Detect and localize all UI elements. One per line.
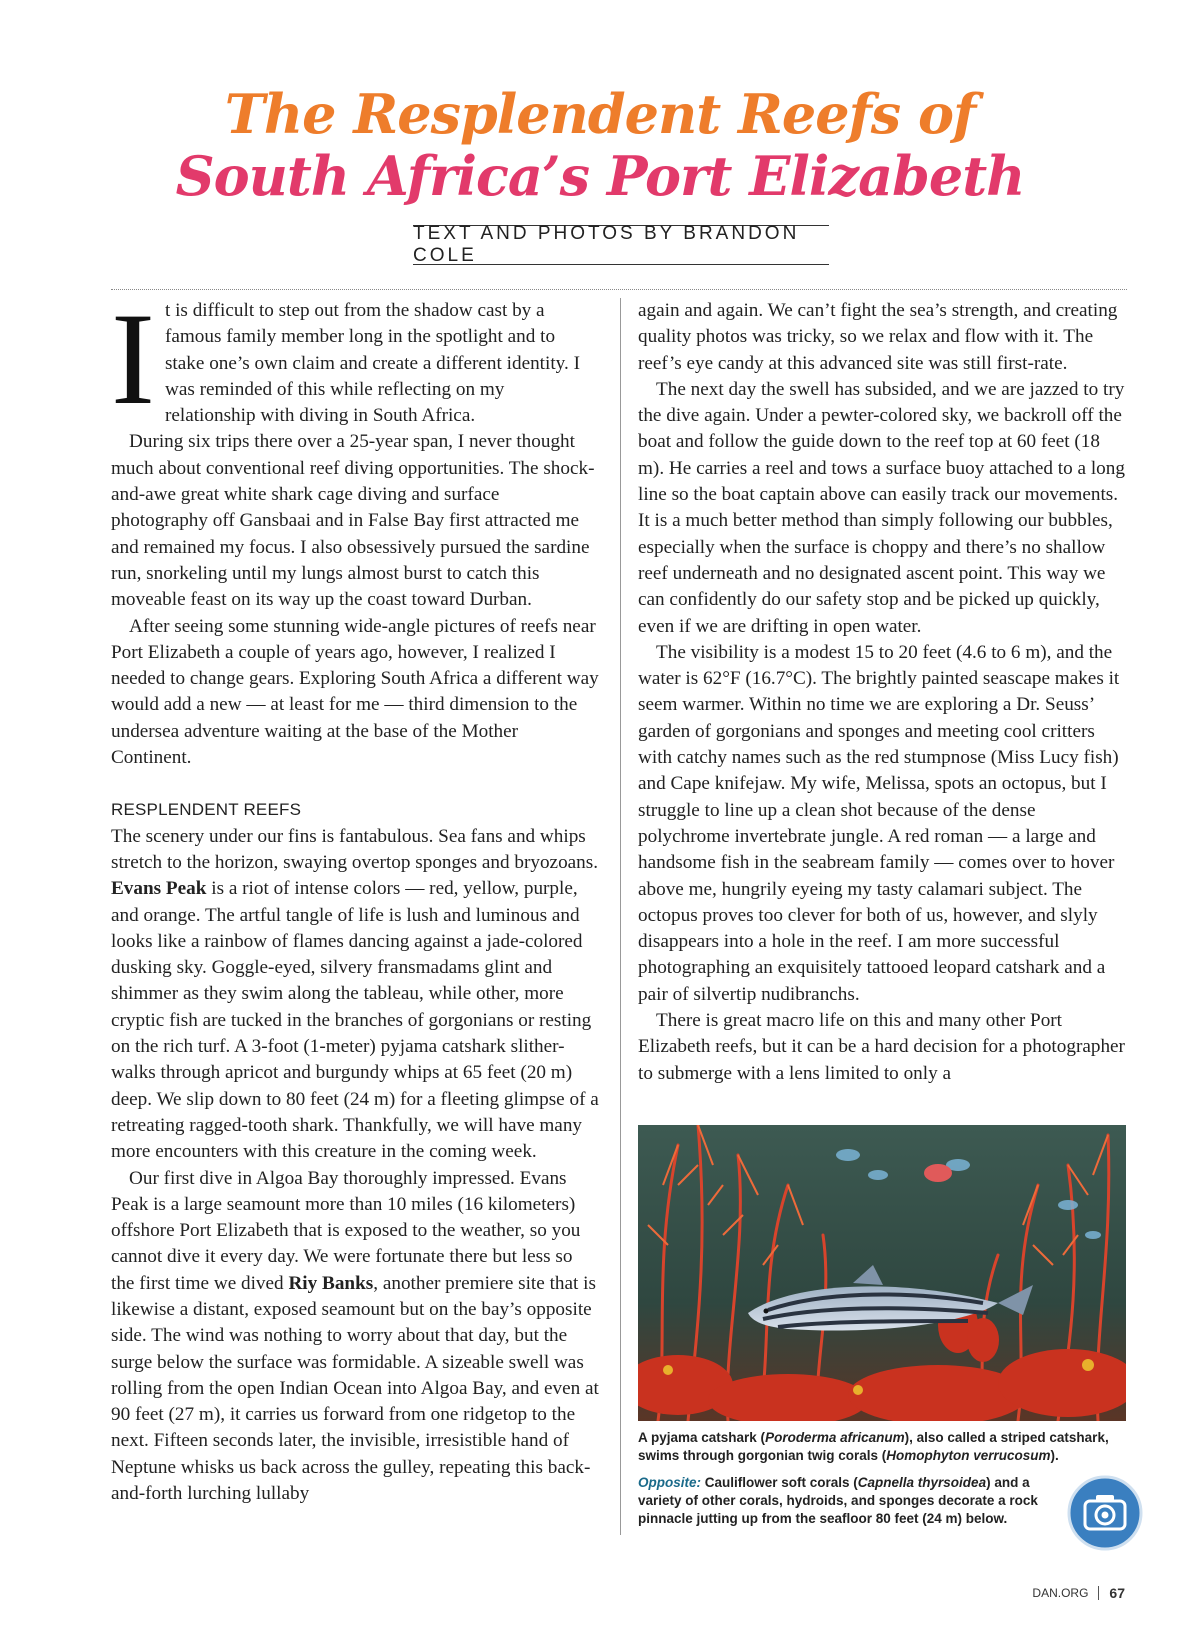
paragraph-5-text-b: , another premiere site that is likewise a distant, exposed seamount but on the bay’s opposite side. The wind was nothing to worry about that day, but the surge below the surface was formidable. A sizeable swell was rolling from the open Indian Ocean into Algoa Bay, and even at 90 feet (27 m), it carries us forward from one ridgetop to the next. Fifteen seconds later, the invisible, irresistible hand of Neptune whisks us back across the gulley, repeating this back-and-forth lurching lullaby: [111, 1272, 599, 1505]
paragraph-1-text: t is difficult to step out from the shadow cast by a famous family member long in the spotlight and to stake one’s own claim and create a different identity. I was reminded of this while reflecting on my relationship with diving in South Africa.: [164, 300, 580, 427]
paragraph-4: [111, 824, 599, 1166]
opposite-caption-text-a: Cauliflower soft corals (: [701, 1475, 858, 1490]
title-line-2: South Africa’s Port Elizabeth: [175, 144, 1025, 208]
paragraph-2: During six trips there over a 25-year span, I never thought much about conventional reef diving opportunities. The shock-and-awe great white shark cage diving and surface photography off Gansbaai and in False Bay first attracted me and remained my focus. I also obsessively pursued the sardine run, snorkeling until my lungs almost burst to catch this moveable feast on its way up the coast toward Durban.: [111, 431, 595, 611]
caption-species-1: Poroderma africanum: [765, 1430, 905, 1445]
caption-text-c: ).: [1050, 1448, 1059, 1463]
site-name-riy-banks: Riy Banks: [288, 1272, 374, 1294]
caption-text-b: ), also called a striped catshark, swims through gorgonian twig corals (: [638, 1430, 1109, 1463]
caption-text-a: A pyjama catshark (: [638, 1430, 766, 1445]
opposite-caption-text-b: ) and a variety of other corals, hydroids, and sponges decorate a rock pinnacle jutting up from the seafloor 80 feet (24 m) below.: [638, 1475, 1038, 1526]
paragraph-6: again and again. We can’t fight the sea’s strength, and creating quality photos was tricky, so we relax and flow with it. The reef’s eye candy at this advanced site was still first-rate.: [638, 300, 1118, 374]
paragraph-7: The next day the swell has subsided, and we are jazzed to try the dive again. Under a pewter-colored sky, we backroll off the boat and follow the guide down to the reef top at 60 feet (18 m). He carries a reel and tows a surface buoy attached to a long line so the boat captain above can easily track our movements. It is a much better method than simply following our bubbles, especially when the surface is choppy and there’s no shallow reef underneath and no designated ascent point. This way we can confidently do our safety stop and be picked up quickly, even if we are drifting in open water.: [638, 378, 1125, 637]
paragraph-4-text-b: is a riot of intense colors — red, yellow, purple, and orange. The artful tangle of life is lush and luminous and looks like a rainbow of flames dancing against a jade-colored dusking sky. Goggle-eyed, silvery fransmadams glint and shimmer as they swim along the tableau, while other, more cryptic fish are tucked in the branches of gorgonians or resting on the rich turf. A 3-foot (1-meter) pyjama catshark slither-walks through apricot and burgundy whips at 65 feet (20 m) deep. We slip down to 80 feet (24 m) for a fleeting glimpse of a retreating ragged-tooth shark. Thankfully, we will have many more encounters with this creature in the coming week.: [111, 878, 599, 1163]
footer-site: DAN.ORG: [1032, 1586, 1089, 1600]
caption-lead: Opposite:: [638, 1475, 701, 1490]
left-column: [111, 285, 599, 1507]
paragraph-8: The visibility is a modest 15 to 20 feet (4.6 to 6 m), and the water is 62°F (16.7°C). The brightly painted seascape makes it seem warmer. Within no time we are exploring a Dr. Seuss’ garden of gorgonians and sponges and meeting cool critters with catchy names such as the red stumpnose (Miss Lucy fish) and Cape knifejaw. My wife, Melissa, spots an octopus, but I struggle to line up a clean shot because of the dense polychrome invertebrate jungle. A red roman — a large and handsome fish in the seabream family — comes over to hover above me, hungrily eyeing my tasty calamari subject. The octopus proves too clever for both of us, however, and slyly disappears into a hole in the reef. I am more successful photographing an exquisitely tattooed leopard catshark and a pair of silvertip nudibranchs.: [638, 641, 1120, 1005]
paragraph-3: After seeing some stunning wide-angle pictures of reefs near Port Elizabeth a couple of years ago, however, I realized I needed to change gears. Exploring South Africa a different way would add a new — at least for me — third dimension to the undersea adventure waiting at the base of the Mother Continent.: [111, 615, 599, 769]
camera-icon: [1067, 1475, 1143, 1551]
page-footer: [1032, 1585, 1125, 1601]
drop-cap: I: [111, 285, 155, 432]
opposite-caption-species: Capnella thyrsoidea: [857, 1475, 987, 1490]
column-divider: [620, 298, 621, 1535]
paragraph-5-text-a: Our first dive in Algoa Bay thoroughly impressed. Evans Peak is a large seamount more than 10 miles (16 kilometers) offshore Port Elizabeth that is exposed to the weather, so you cannot dive it every day. We were fortunate there but less so the first time we dived: [111, 1167, 581, 1294]
byline: TEXT AND PHOTOS BY BRANDON COLE: [413, 225, 829, 265]
footer-separator: [1098, 1586, 1099, 1600]
site-name-evans-peak: Evans Peak: [111, 878, 207, 900]
paragraph-5: [111, 1166, 599, 1508]
title-line-1: The Resplendent Reefs of: [224, 82, 976, 146]
paragraph-9: There is great macro life on this and many other Port Elizabeth reefs, but it can be a hard decision for a photographer to submerge with a lens limited to only a: [638, 1010, 1125, 1084]
paragraph-4-text-a: The scenery under our fins is fantabulous. Sea fans and whips stretch to the horizon, swaying overtop sponges and bryozoans.: [111, 825, 599, 873]
opposite-caption: [638, 1474, 1058, 1528]
right-column: [638, 298, 1126, 1087]
caption-species-2: Homophyton verrucosum: [886, 1448, 1051, 1463]
dotted-divider: [111, 289, 1127, 290]
section-heading: RESPLENDENT REEFS: [111, 800, 302, 820]
page-number: 67: [1109, 1585, 1125, 1601]
photo-caption: [638, 1429, 1126, 1465]
catshark-photo: [638, 1125, 1126, 1421]
paragraph-1: [111, 285, 599, 432]
